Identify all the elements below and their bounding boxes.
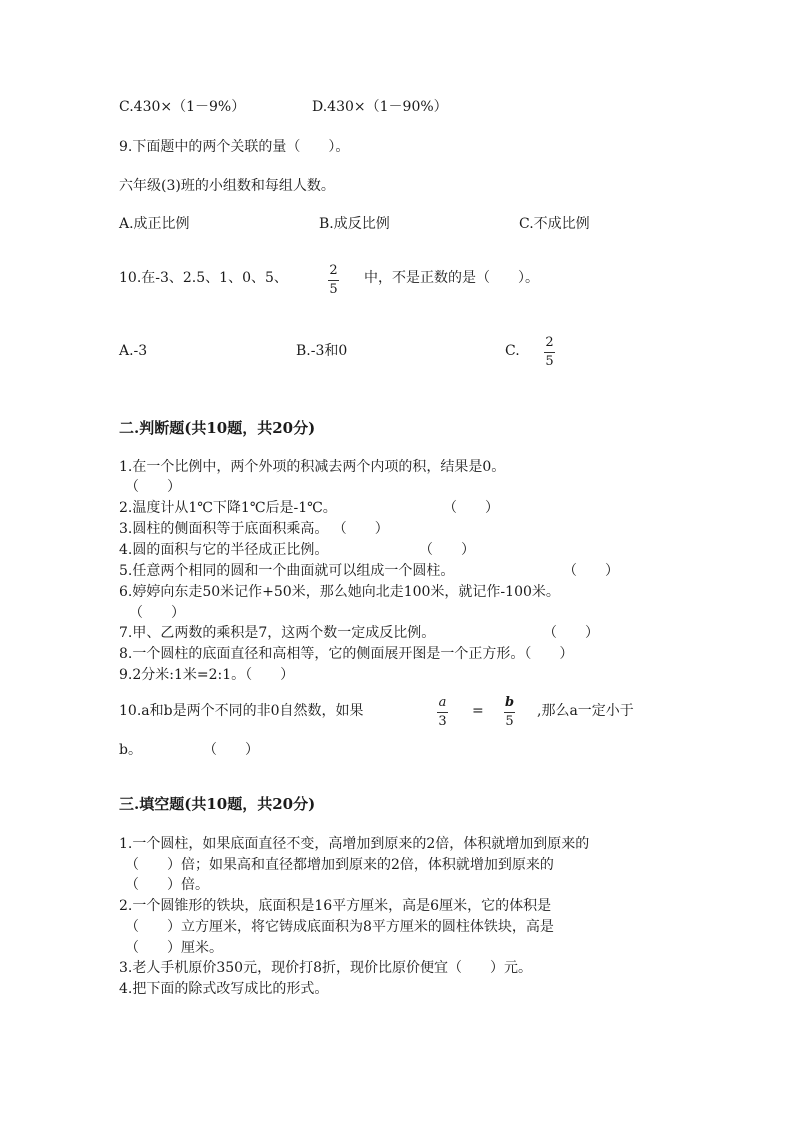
s2-item-4: 4.圆的面积与它的半径成正比例。 xyxy=(119,542,329,558)
s3-line-5: （ ）立方厘米，将它铸成底面积为8平方厘米的圆柱体铁块，高是 xyxy=(125,919,554,935)
section2-title: 二.判断题(共10题，共20分) xyxy=(119,419,316,437)
s2-item-7-paren: （ ） xyxy=(543,625,599,641)
s2-item-10-fraction-b xyxy=(504,696,515,729)
q8-option-c: C.430×（1－9%） xyxy=(119,99,246,115)
s2-item-10-paren: （ ） xyxy=(203,742,259,758)
s3-line-4: 2.一个圆锥形的铁块，底面积是16平方厘米，高是6厘米，它的体积是 xyxy=(119,898,552,914)
q10-fraction xyxy=(328,264,339,297)
fraction-denominator: 3 xyxy=(438,714,447,729)
s3-line-6: （ ）厘米。 xyxy=(125,940,223,956)
fraction-bar xyxy=(328,280,339,281)
q10-stem-before: 10.在-3、2.5、1、0、5、 xyxy=(119,270,288,286)
fraction-numerator: a xyxy=(438,695,447,710)
s2-item-10-after: ,那么a一定小于 xyxy=(537,703,634,719)
s3-line-7: 3.老人手机原价350元，现价打8折，现价比原价便宜（ ）元。 xyxy=(119,960,532,976)
q10-option-a: A.-3 xyxy=(119,343,148,359)
q9-option-c: C.不成比例 xyxy=(519,216,590,232)
q10-fraction-numerator: 2 xyxy=(329,263,338,278)
s2-item-2: 2.温度计从1℃下降1℃后是-1℃。 xyxy=(119,500,337,516)
q10-option-c-denominator: 5 xyxy=(545,354,554,369)
s2-item-9: 9.2分米:1米=2:1。（ ） xyxy=(119,667,295,683)
q10-stem-after: 中，不是正数的是（ ）。 xyxy=(364,270,539,286)
s2-item-10-fraction-a xyxy=(437,696,448,729)
s2-item-5-paren: （ ） xyxy=(563,563,619,579)
s2-item-5: 5.任意两个相同的圆和一个曲面就可以组成一个圆柱。 xyxy=(119,563,455,579)
section3-title: 三.填空题(共10题，共20分) xyxy=(119,795,316,813)
q10-option-b: B.-3和0 xyxy=(296,343,348,359)
q10-option-c-numerator: 2 xyxy=(545,335,554,350)
s2-item-4-paren: （ ） xyxy=(419,542,475,558)
s2-item-8: 8.一个圆柱的底面直径和高相等，它的侧面展开图是一个正方形。（ ） xyxy=(119,646,574,662)
q9-stem: 9.下面题中的两个关联的量（ ）。 xyxy=(119,139,350,155)
q10-option-c: C. xyxy=(505,343,520,359)
q10-option-c-fraction xyxy=(544,336,555,369)
fraction-bar xyxy=(544,352,555,353)
s2-item-6-paren: （ ） xyxy=(129,605,185,621)
fraction-numerator: b xyxy=(504,695,515,710)
s2-item-6: 6.婷婷向东走50米记作+50米，那么她向北走100米，就记作-100米。 xyxy=(119,584,560,600)
q9-context: 六年级(3)班的小组数和每组人数。 xyxy=(119,178,335,194)
s2-item-7: 7.甲、乙两数的乘积是7，这两个数一定成反比例。 xyxy=(119,625,436,641)
s3-line-2: （ ）倍；如果高和直径都增加到原来的2倍，体积就增加到原来的 xyxy=(125,857,554,873)
s3-line-3: （ ）倍。 xyxy=(125,877,209,893)
s3-line-8: 4.把下面的除式改写成比的形式。 xyxy=(119,981,329,997)
s2-item-10-line2: b。 xyxy=(119,742,142,758)
s2-item-2-paren: （ ） xyxy=(443,500,499,516)
s3-line-1: 1.一个圆柱，如果底面直径不变，高增加到原来的2倍，体积就增加到原来的 xyxy=(119,836,590,852)
s2-item-10-equals: = xyxy=(472,703,484,719)
s2-item-3: 3.圆柱的侧面积等于底面积乘高。 （ ） xyxy=(119,521,389,537)
fraction-bar xyxy=(504,712,515,713)
fraction-bar xyxy=(437,712,448,713)
fraction-denominator: 5 xyxy=(505,714,514,729)
q10-fraction-denominator: 5 xyxy=(329,282,338,297)
s2-item-1-paren: （ ） xyxy=(125,479,181,495)
q9-option-b: B.成反比例 xyxy=(319,216,390,232)
q8-option-d: D.430×（1－90%） xyxy=(312,99,448,115)
s2-item-10-before: 10.a和b是两个不同的非0自然数，如果 xyxy=(119,703,364,719)
s2-item-1: 1.在一个比例中，两个外项的积减去两个内项的积，结果是0。 xyxy=(119,459,506,475)
q9-option-a: A.成正比例 xyxy=(119,216,190,232)
